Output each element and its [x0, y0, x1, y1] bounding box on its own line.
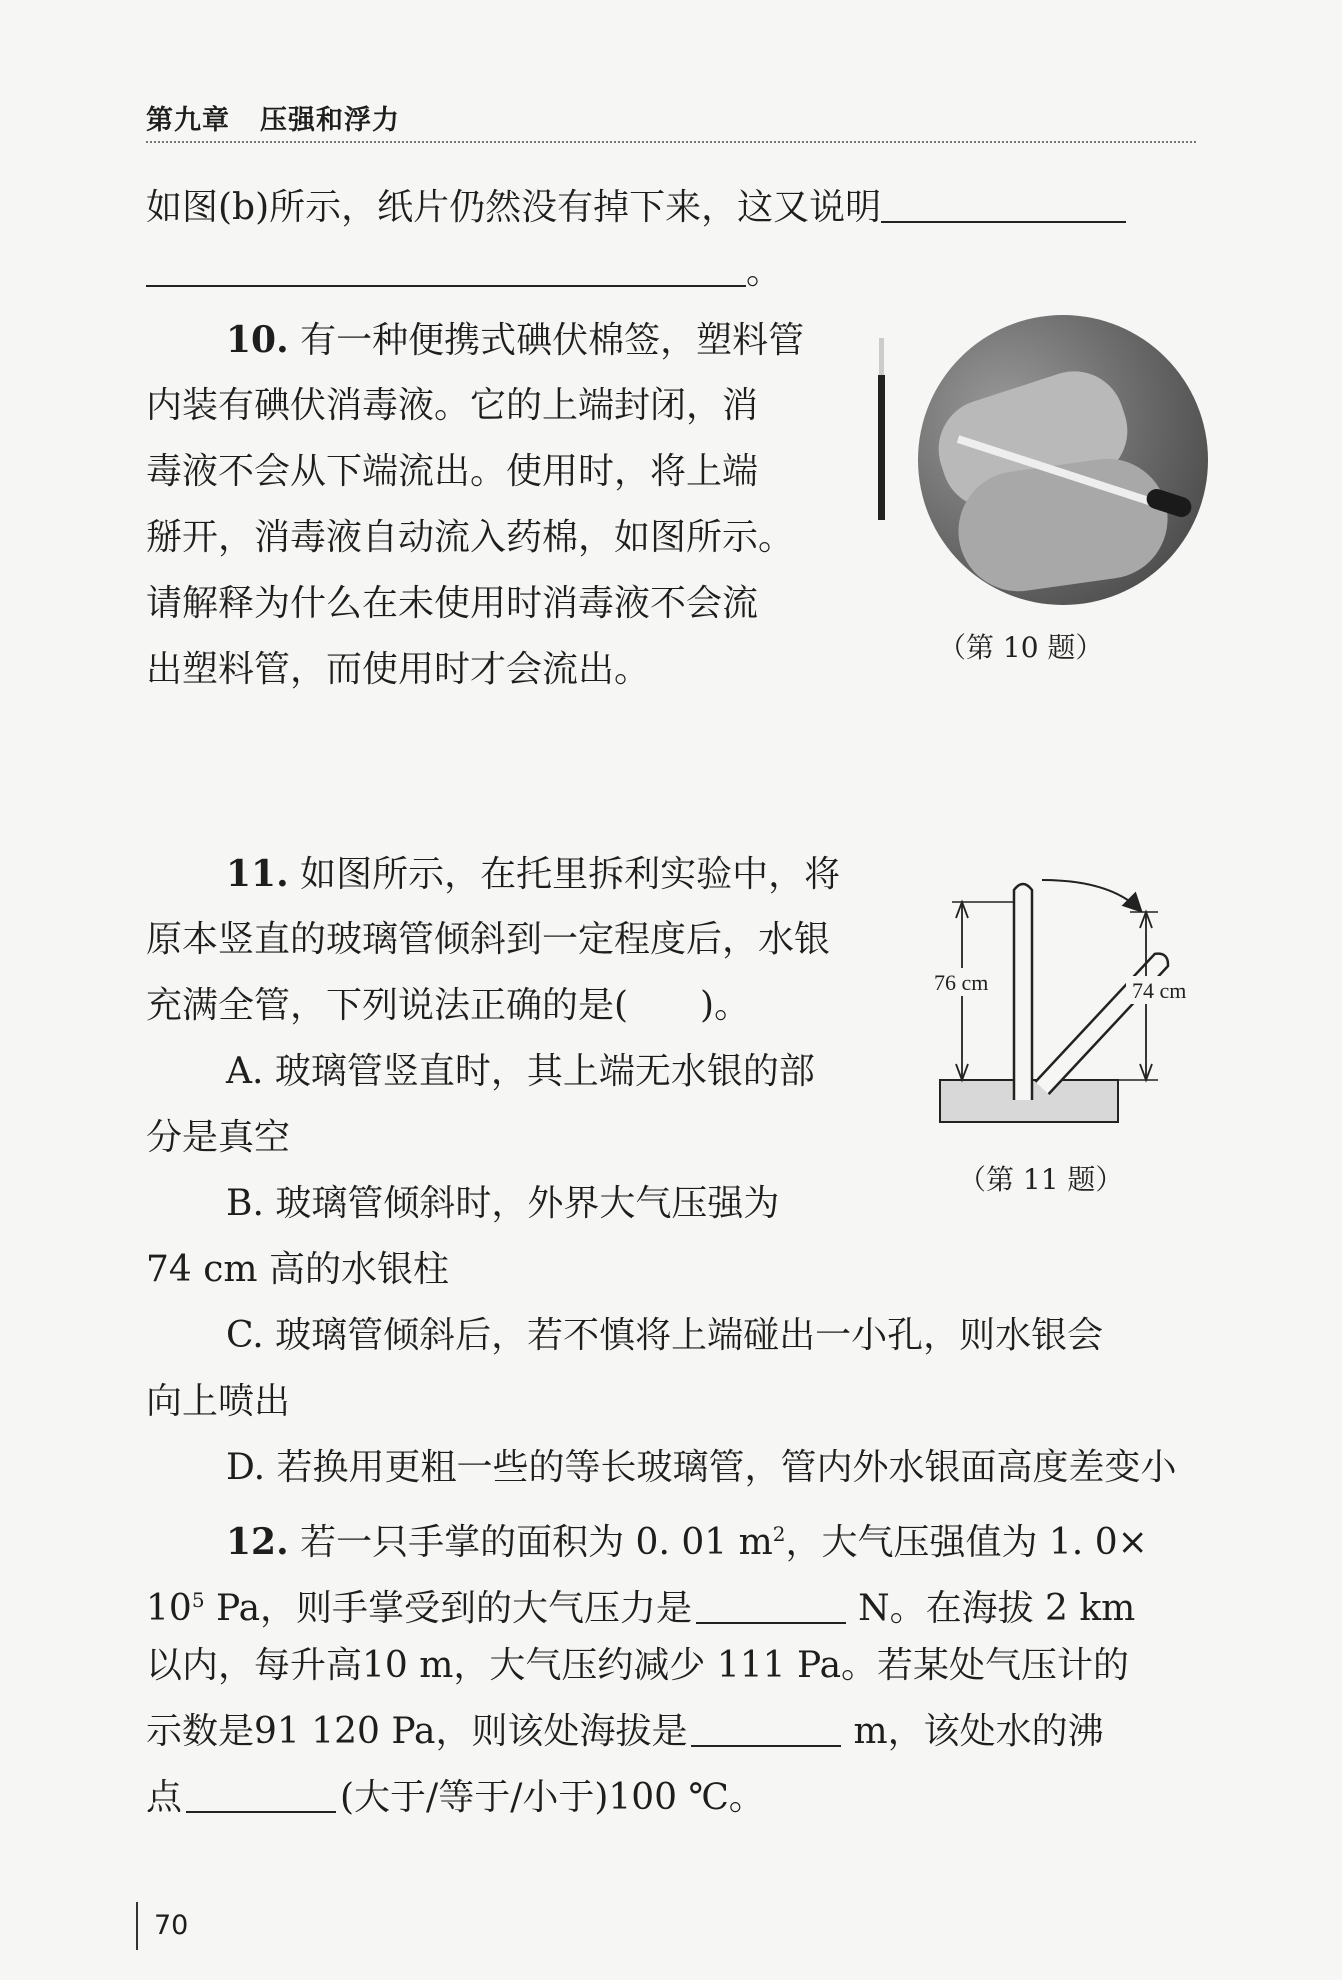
question-number: 11.: [226, 853, 289, 895]
option-a-line-1: A. 玻璃管竖直时，其上端无水银的部: [226, 1051, 815, 1092]
option-b-line-2: 74 cm 高的水银柱: [146, 1249, 449, 1290]
q11-line-2: 原本竖直的玻璃管倾斜到一定程度后，水银: [146, 919, 831, 960]
q12-line-4: 示数是91 120 Pa，则该处海拔是 m，该处水的沸: [146, 1711, 1104, 1752]
swab-tube-figure: [879, 338, 884, 376]
q10-line-5: 请解释为什么在未使用时消毒液不会流: [146, 583, 759, 624]
chapter-header: [146, 98, 400, 137]
answer-blank[interactable]: [696, 1588, 846, 1624]
question-number: 10.: [226, 319, 289, 361]
swab-tube-figure: [878, 375, 885, 520]
q11-line-1: 11. 如图所示，在托里拆利实验中，将: [226, 853, 841, 895]
q12-line-3: 以内，每升高10 m，大气压约减少 111 Pa。若某处气压计的: [146, 1645, 1130, 1686]
q11-line-3: 充满全管，下列说法正确的是( )。: [146, 985, 751, 1026]
q9-line-2: 。: [146, 250, 782, 294]
page-number-rule: [136, 1902, 138, 1950]
question-number: 12.: [226, 1521, 289, 1563]
q12-line-1: 12. 若一只手掌的面积为 0. 01 $m^2$，大气压强值为 1. 0×: [226, 1521, 1148, 1563]
figure-caption: （第 10 题）: [938, 631, 1104, 664]
answer-blank[interactable]: [691, 1711, 841, 1747]
q9-line-1: 如图(b)所示，纸片仍然没有掉下来，这又说明: [146, 186, 1126, 230]
right-height-label: 74 cm: [1132, 978, 1187, 1003]
option-d: D. 若换用更粗一些的等长玻璃管，管内外水银面高度差变小: [226, 1447, 1177, 1488]
option-c-line-2: 向上喷出: [146, 1381, 291, 1422]
q12-line-5: 点 (大于/等于/小于)100 ℃。: [146, 1777, 765, 1818]
q10-line-6: 出塑料管，而使用时才会流出。: [146, 649, 651, 690]
q12-line-2: $10^5$ Pa，则手掌受到的大气压力是 N。在海拔 2 km: [146, 1588, 1136, 1629]
torricelli-diagram: [930, 860, 1210, 1130]
q10-line-4: 掰开，消毒液自动流入药棉，如图所示。: [146, 517, 795, 558]
figure-caption: （第 11 题）: [958, 1163, 1124, 1196]
q10-line-1: 10. 有一种便携式碘伏棉签，塑料管: [226, 319, 805, 361]
answer-blank[interactable]: [881, 187, 1126, 223]
answer-blank[interactable]: [146, 251, 746, 287]
chapter-number: 第九章: [146, 105, 230, 136]
header-divider: [146, 141, 1196, 143]
answer-blank[interactable]: [186, 1777, 336, 1813]
option-b-line-1: B. 玻璃管倾斜时，外界大气压强为: [226, 1183, 780, 1224]
q10-line-2: 内装有碘伏消毒液。它的上端封闭，消: [146, 385, 759, 426]
page-number: 70: [154, 1910, 189, 1941]
q10-line-3: 毒液不会从下端流出。使用时，将上端: [146, 451, 759, 492]
option-a-line-2: 分是真空: [146, 1117, 291, 1158]
left-height-label: 76 cm: [934, 970, 989, 995]
option-c-line-1: C. 玻璃管倾斜后，若不慎将上端碰出一小孔，则水银会: [226, 1315, 1104, 1356]
swab-photo: [918, 315, 1208, 605]
chapter-title: 压强和浮力: [260, 105, 400, 136]
